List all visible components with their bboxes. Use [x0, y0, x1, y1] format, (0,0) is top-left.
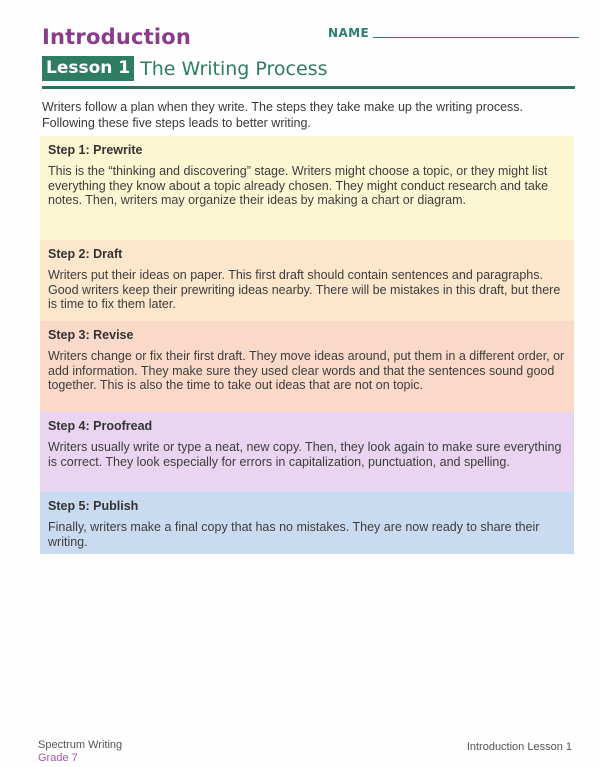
step-body: This is the “thinking and discovering” stage. Writers might choose a topic, or they might list everything they know about a topic already chosen. They might conduct research and take notes. Then, writers may organize their ideas by making a chart or diagram.: [48, 164, 549, 207]
step-body: Finally, writers make a final copy that has no mistakes. They are now ready to share their writing.: [48, 520, 540, 549]
name-field: [328, 26, 579, 40]
step-revise: [40, 321, 574, 412]
footer-page-label: Introduction Lesson 1: [466, 741, 572, 753]
lesson-heading: [42, 56, 328, 81]
header-divider: [42, 86, 575, 89]
step-proofread: [40, 412, 574, 492]
section-title: Introduction: [42, 25, 192, 49]
name-label: NAME: [328, 26, 370, 40]
step-publish: [40, 492, 574, 554]
lesson-badge: Lesson 1: [42, 56, 134, 81]
step-draft: [40, 240, 574, 321]
step-title: Step 4: Proofread: [48, 419, 153, 433]
footer-book-title: Spectrum Writing: [38, 739, 123, 751]
step-title: Step 5: Publish: [48, 499, 139, 513]
step-title: Step 1: Prewrite: [48, 143, 143, 157]
steps-list: [40, 136, 574, 554]
lesson-title: The Writing Process: [140, 57, 328, 80]
step-body: Writers change or fix their first draft. They move ideas around, put them in a different order, or add information. They make sure they used clear words and that the sentences sound good together. This is also the time to take out ideas that are not on topic.: [48, 349, 565, 392]
step-title: Step 3: Revise: [48, 328, 134, 342]
step-title: Step 2: Draft: [48, 247, 123, 261]
step-prewrite: [40, 136, 574, 240]
step-body: Writers put their ideas on paper. This first draft should contain sentences and paragraphs. Good writers keep their prewriting ideas nearby. There will be mistakes in this draft, but there is time to fix them later.: [48, 268, 561, 311]
name-line: [373, 37, 579, 38]
intro-paragraph: Writers follow a plan when they write. The steps they take make up the writing process. Following these five steps leads to better writing.: [42, 100, 524, 130]
footer-grade: Grade 7: [38, 752, 78, 764]
step-body: Writers usually write or type a neat, new copy. Then, they look again to make sure everything is correct. They look especially for errors in capitalization, punctuation, and spelling.: [48, 440, 562, 469]
footer-book-info: [38, 739, 122, 765]
